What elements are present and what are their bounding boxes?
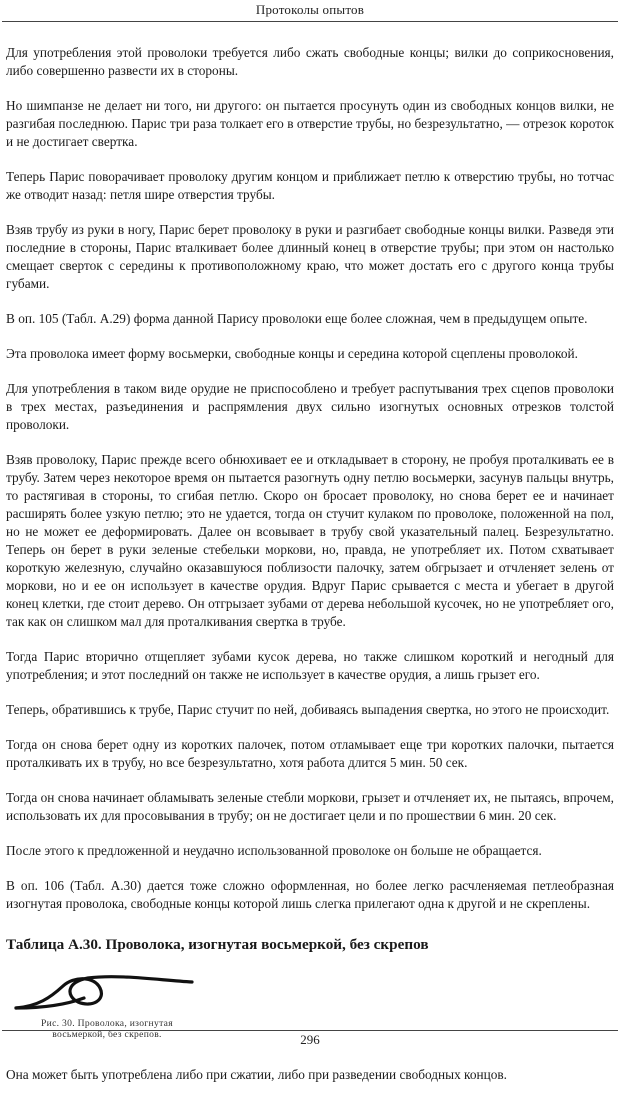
paragraph-9: Тогда Парис вторично отщепляет зубами кусок дерева, но также слишком короткий и негодный для употребления; и этот последний он также не использует в качестве орудия, а лишь грызет его.	[6, 649, 614, 682]
figure-caption-line-1: Рис. 30. Проволока, изогнутая	[41, 1018, 173, 1029]
running-header: Протоколы опытов	[255, 2, 365, 17]
paragraph-14: В оп. 106 (Табл. А.30) дается тоже сложно оформленная, но более легко расчленяемая петлеобразная изогнутая проволока, свободные концы которой лишь слегка прилегают одна к другой и не скреплены.	[6, 878, 614, 911]
paragraph-3: Теперь Парис поворачивает проволоку другим концом и приближает петлю к отверстию трубы, но тотчас же отводит назад: петля шире отверстия трубы.	[6, 169, 614, 202]
footer-rule	[2, 1030, 618, 1031]
paragraph-1: Для употребления этой проволоки требуется либо сжать свободные концы; вилки до соприкосновения, либо совершенно развести их в стороны.	[6, 45, 614, 78]
wire-figure-eight-illustration	[8, 968, 198, 1018]
paragraph-7: Для употребления в таком виде орудие не приспособлено и требует распутывания трех сцепов проволоки в трех местах, разъединения и распрямления двух сильно изогнутых основных отрезков толстой проволоки.	[6, 381, 614, 432]
paragraph-13: После этого к предложенной и неудачно использованной проволоке он больше не обращается.	[6, 843, 542, 858]
paragraph-10: Теперь, обратившись к трубе, Парис стучит по ней, добиваясь выпадения свертка, но этого не происходит.	[6, 702, 610, 717]
body-text	[6, 44, 614, 1101]
closing-paragraph: Она может быть употреблена либо при сжатии, либо при разведении свободных концов.	[6, 1067, 507, 1082]
paragraph-8: Взяв проволоку, Парис прежде всего обнюхивает ее и откладывает в сторону, не пробуя проталкивать ее в трубу. Затем через некоторое время он пытается разогнуть одну петлю восьмерки, засунув пальцы внутрь, то растягивая в стороны, то сгибая петлю. Скоро он бросает проволоку, но снова берет ее и начинает расширять более узкую петлю; это не удается, тогда он стучит кулаком по проволоке, положенной на пол, но не может ее деформировать. Далее он всовывает в трубу свой указательный палец. Безрезультатно. Теперь он берет в руки зеленые стебельки моркови, но, правда, не употребляет их. Потом схватывает короткую железную, случайно оказавшуюся поблизости палочку, затем обгрызает и отчленяет зелень от моркови, но и ее он использует в качестве орудия. Вдруг Парис срывается с места и убегает в другой конец клетки, где стоит дерево. Он отгрызает зубами от дерева небольшой кусочек, но не употребляет ого, так как он слишком мал для проталкивания свертка в трубе.	[6, 452, 614, 629]
wire-path	[16, 977, 192, 1008]
table-title: Таблица А.30. Проволока, изогнутая восьмеркой, без скрепов	[6, 936, 429, 953]
paragraph-2: Но шимпанзе не делает ни того, ни другого: он пытается просунуть один из свободных концов вилки, не разгибая последнюю. Парис три раза толкает его в отверстие трубы, но безрезультатно, — отрезок короток и не достигает свертка.	[6, 98, 614, 149]
page-number: 296	[300, 1032, 320, 1047]
header-rule	[2, 21, 618, 22]
paragraph-6: Эта проволока имеет форму восьмерки, свободные концы и середина которой сцеплены проволокой.	[6, 346, 578, 361]
figure-caption-line-2: восьмеркой, без скрепов.	[52, 1029, 162, 1040]
paragraph-5: В оп. 105 (Табл. А.29) форма данной Парису проволоки еще более сложная, чем в предыдущем опыте.	[6, 311, 588, 326]
paragraph-12: Тогда он снова начинает обламывать зеленые стебли моркови, грызет и отчленяет их, не пытаясь, впрочем, использовать их для просовывания в трубу; он не достигает цели и по прошествии 6 мин. 20 сек.	[6, 790, 614, 823]
paragraph-11: Тогда он снова берет одну из коротких палочек, потом отламывает еще три коротких палочки, пытается проталкивать их в трубу, но все безрезультатно, хотя работа длится 5 мин. 50 сек.	[6, 737, 614, 770]
paragraph-4: Взяв трубу из руки в ногу, Парис берет проволоку в руки и разгибает свободные концы вилки. Разведя эти последние в стороны, Парис вталкивает более длинный конец в отверстие трубы; при этом он настолько смещает сверток с середины к противоположному краю, что может достать его с другого конца трубы губами.	[6, 222, 614, 291]
